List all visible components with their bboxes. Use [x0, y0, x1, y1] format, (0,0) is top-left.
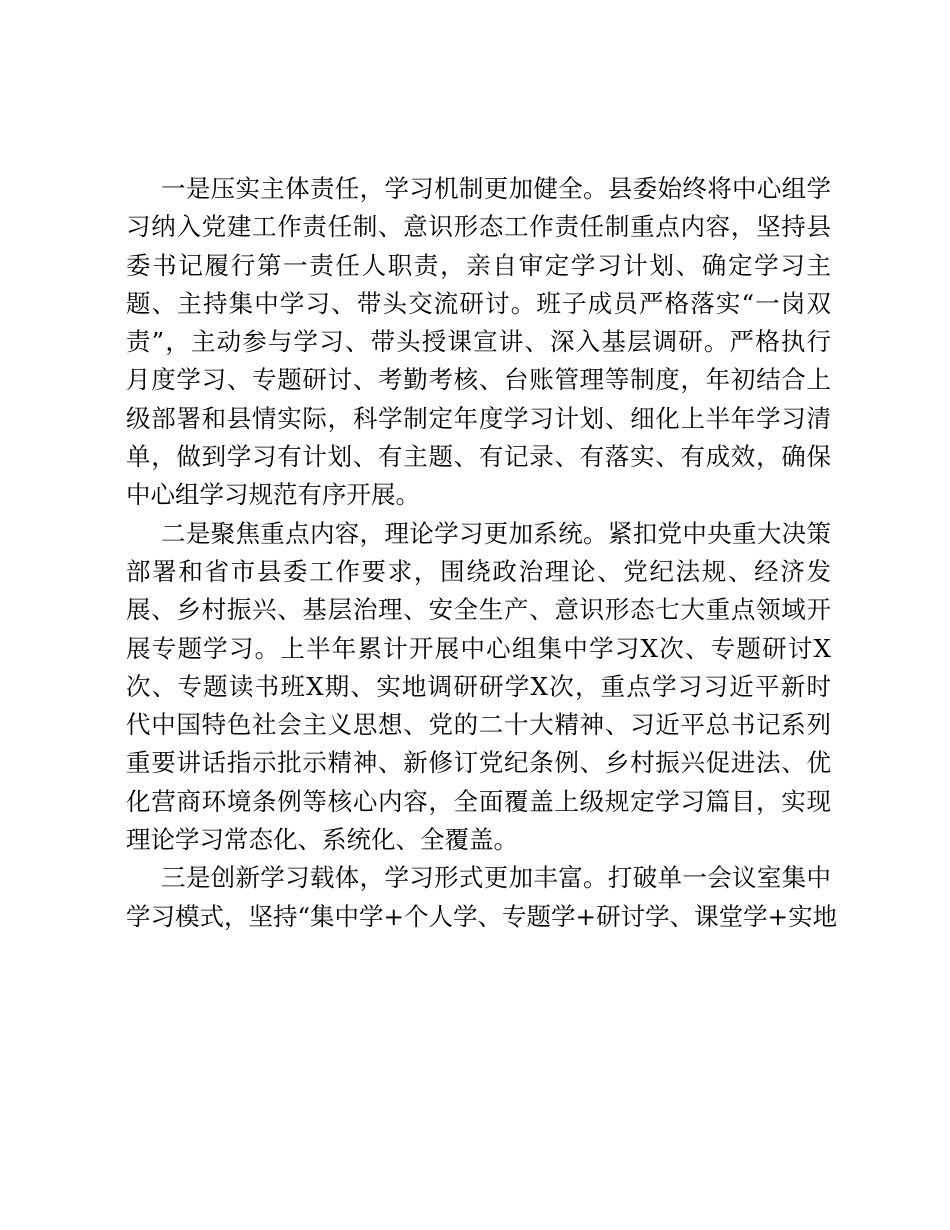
text-line: 部署和省市县委工作要求，围绕政治理论、党纪法规、经济发 — [126, 556, 831, 586]
paragraph-2 — [126, 515, 831, 860]
text-line: 习纳入党建工作责任制、意识形态工作责任制重点内容，坚持县 — [126, 212, 831, 242]
text-line: 次、专题读书班X期、实地调研研学X次，重点学习习近平新时 — [126, 671, 831, 701]
text-line: 一是压实主体责任，学习机制更加健全。县委始终将中心组学 — [161, 174, 831, 203]
text-line: 单，做到学习有计划、有主题、有记录、有落实、有成效，确保 — [126, 442, 831, 472]
text-line: 级部署和县情实际，科学制定年度学习计划、细化上半年学习清 — [126, 403, 831, 433]
text-line: 责”，主动参与学习、带头授课宣讲、深入基层调研。严格执行 — [126, 327, 831, 357]
text-line: 代中国特色社会主义思想、党的二十大精神、习近平总书记系列 — [126, 710, 831, 740]
text-line: 学习模式，坚持“集中学+个人学、专题学+研讨学、课堂学+实地 — [126, 901, 838, 931]
text-line: 月度学习、专题研讨、考勤考核、台账管理等制度，年初结合上 — [126, 365, 831, 395]
paragraph-1 — [126, 170, 831, 515]
text-line: 二是聚焦重点内容，理论学习更加系统。紧扣党中央重大决策 — [161, 518, 831, 548]
text-line: 展专题学习。上半年累计开展中心组集中学习X次、专题研讨X — [126, 633, 831, 663]
document-body — [126, 170, 838, 936]
text-line: 重要讲话指示批示精神、新修订党纪条例、乡村振兴促进法、优 — [126, 748, 831, 778]
text-line: 化营商环境条例等核心内容，全面覆盖上级规定学习篇目，实现 — [126, 786, 831, 816]
text-line: 三是创新学习载体，学习形式更加丰富。打破单一会议室集中 — [161, 863, 831, 893]
text-line: 题、主持集中学习、带头交流研讨。班子成员严格落实“一岗双 — [126, 288, 831, 318]
text-line: 理论学习常态化、系统化、全覆盖。 — [126, 825, 518, 855]
paragraph-3 — [126, 859, 838, 936]
text-line: 中心组学习规范有序开展。 — [126, 480, 420, 510]
text-line: 委书记履行第一责任人职责，亲自审定学习计划、确定学习主 — [126, 250, 831, 280]
text-line: 展、乡村振兴、基层治理、安全生产、意识形态七大重点领域开 — [126, 595, 831, 625]
